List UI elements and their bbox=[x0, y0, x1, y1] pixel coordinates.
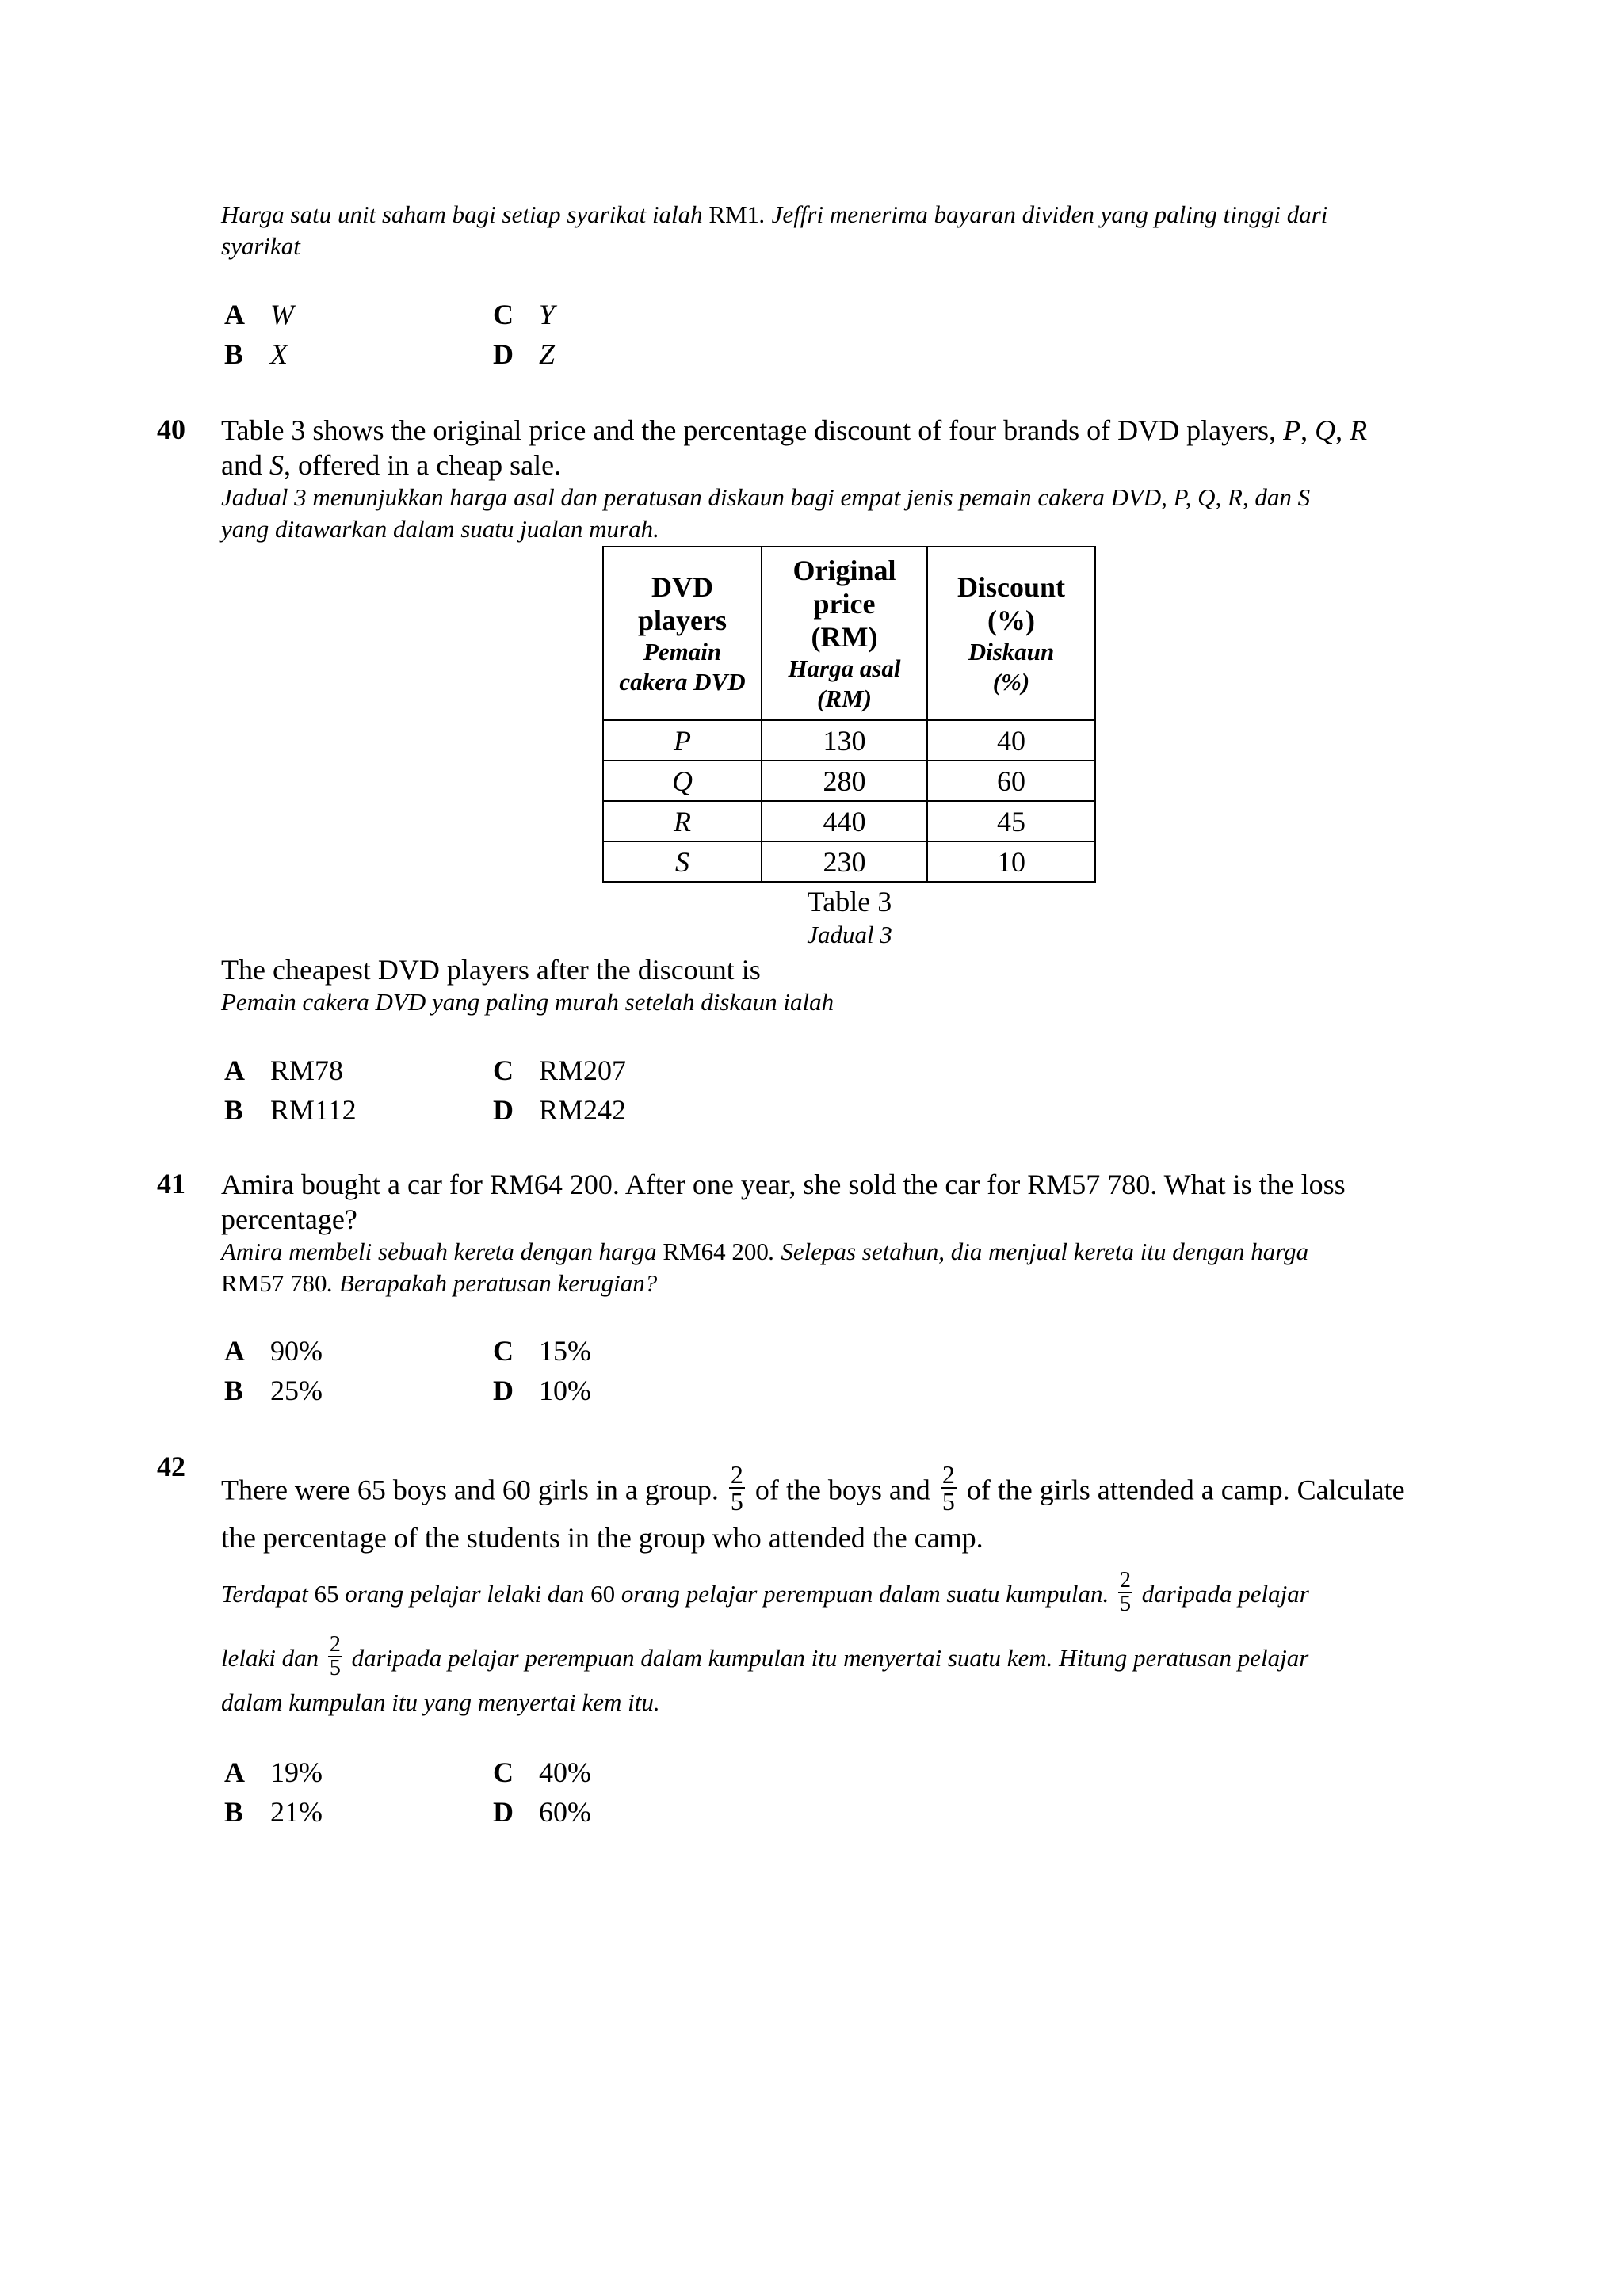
cell-discount: 45 bbox=[927, 801, 1095, 841]
q39-option-d[interactable]: D Z bbox=[493, 338, 556, 370]
q40-option-d[interactable]: D RM242 bbox=[493, 1094, 627, 1126]
q41-malay-line2: RM57 780. Berapakah peratusan kerugian? bbox=[221, 1269, 658, 1297]
q40-option-b[interactable]: B RM112 bbox=[224, 1094, 357, 1126]
cell-brand: S bbox=[603, 841, 762, 882]
cell-discount: 10 bbox=[927, 841, 1095, 882]
q41-number: 41 bbox=[157, 1168, 185, 1199]
q39-option-c[interactable]: C Y bbox=[493, 299, 556, 330]
fraction: $\frac{2}{5}$ bbox=[730, 1460, 743, 1516]
cell-price: 440 bbox=[762, 801, 927, 841]
table-row bbox=[603, 841, 1095, 882]
q40-text-line2: and S, offered in a cheap sale. bbox=[221, 449, 562, 481]
cell-price: 230 bbox=[762, 841, 927, 882]
cell-discount: 40 bbox=[927, 720, 1095, 761]
q41-text-line1: Amira bought a car for RM64 200. After one year, she sold the car for RM57 780. What is the loss bbox=[221, 1169, 1346, 1200]
table-header-row bbox=[603, 547, 1095, 720]
q40-text-line1: Table 3 shows the original price and the percentage discount of four brands of DVD players, P, Q, R bbox=[221, 414, 1368, 446]
q42-option-d[interactable]: D 60% bbox=[493, 1796, 591, 1828]
q42-option-a[interactable]: A 19% bbox=[224, 1756, 323, 1788]
fraction: $\frac{2}{5}$ bbox=[1120, 1568, 1132, 1616]
q42-malay-line1: Terdapat 65 orang pelajar lelaki dan 60 orang pelajar perempuan dalam suatu kumpulan. $\frac{2}{5}$ daripada pelajar bbox=[221, 1568, 1309, 1616]
q41-option-d[interactable]: D 10% bbox=[493, 1375, 591, 1406]
cell-discount: 60 bbox=[927, 761, 1095, 801]
q39-option-b[interactable]: B X bbox=[224, 338, 288, 370]
q39-text-line1: Harga satu unit saham bagi setiap syarikat ialah RM1. Jeffri menerima bayaran dividen yang paling tinggi dari bbox=[221, 200, 1328, 228]
table-caption-malay: Jadual 3 bbox=[807, 921, 892, 948]
q41-option-b[interactable]: B 25% bbox=[224, 1375, 323, 1406]
q40-stem: The cheapest DVD players after the discount is bbox=[221, 954, 761, 986]
q39-option-a[interactable]: A W bbox=[224, 299, 294, 330]
q42-malay-line3: dalam kumpulan itu yang menyertai kem itu. bbox=[221, 1688, 660, 1716]
table-3 bbox=[602, 546, 1096, 883]
cell-brand: Q bbox=[603, 761, 762, 801]
header-original-price: Original price (RM) Harga asal (RM) bbox=[762, 547, 927, 720]
q41-option-c[interactable]: C 15% bbox=[493, 1335, 591, 1367]
q40-malay-line1: Jadual 3 menunjukkan harga asal dan peratusan diskaun bagi empat jenis pemain cakera DVD, P, Q, R, dan S bbox=[221, 483, 1311, 511]
header-discount: Discount (%) Diskaun (%) bbox=[927, 547, 1095, 720]
q42-option-c[interactable]: C 40% bbox=[493, 1756, 591, 1788]
q41-text-line2: percentage? bbox=[221, 1203, 357, 1235]
q42-text-line2: the percentage of the students in the group who attended the camp. bbox=[221, 1522, 983, 1554]
table-row bbox=[603, 720, 1095, 761]
cell-price: 130 bbox=[762, 720, 927, 761]
cell-brand: P bbox=[603, 720, 762, 761]
cell-price: 280 bbox=[762, 761, 927, 801]
q40-malay-line2: yang ditawarkan dalam suatu jualan murah. bbox=[221, 515, 659, 543]
q41-malay-line1: Amira membeli sebuah kereta dengan harga RM64 200. Selepas setahun, dia menjual kereta itu dengan harga bbox=[221, 1238, 1309, 1265]
fraction: $\frac{2}{5}$ bbox=[941, 1460, 955, 1516]
q40-number: 40 bbox=[157, 414, 185, 445]
q42-number: 42 bbox=[157, 1451, 185, 1482]
q42-malay-line2: lelaki dan $\frac{2}{5}$ daripada pelajar perempuan dalam kumpulan itu menyertai suatu kem. Hitung peratusan pelajar bbox=[221, 1632, 1309, 1680]
q39-text-line2: syarikat bbox=[221, 232, 300, 260]
fraction: $\frac{2}{5}$ bbox=[329, 1632, 341, 1680]
q41-option-a[interactable]: A 90% bbox=[224, 1335, 323, 1367]
header-dvd-players: DVD players Pemain cakera DVD bbox=[603, 547, 762, 720]
q40-stem-malay: Pemain cakera DVD yang paling murah setelah diskaun ialah bbox=[221, 988, 834, 1016]
table-row bbox=[603, 801, 1095, 841]
table-caption: Table 3 bbox=[807, 886, 892, 917]
cell-brand: R bbox=[603, 801, 762, 841]
q40-option-a[interactable]: A RM78 bbox=[224, 1055, 344, 1086]
q42-text-line1: There were 65 boys and 60 girls in a group. $\frac{2}{5}$ of the boys and $\frac{2}{5}$ of the girls attended a camp. Calculate bbox=[221, 1460, 1405, 1516]
q40-option-c[interactable]: C RM207 bbox=[493, 1055, 627, 1086]
q42-option-b[interactable]: B 21% bbox=[224, 1796, 323, 1828]
table-row bbox=[603, 761, 1095, 801]
